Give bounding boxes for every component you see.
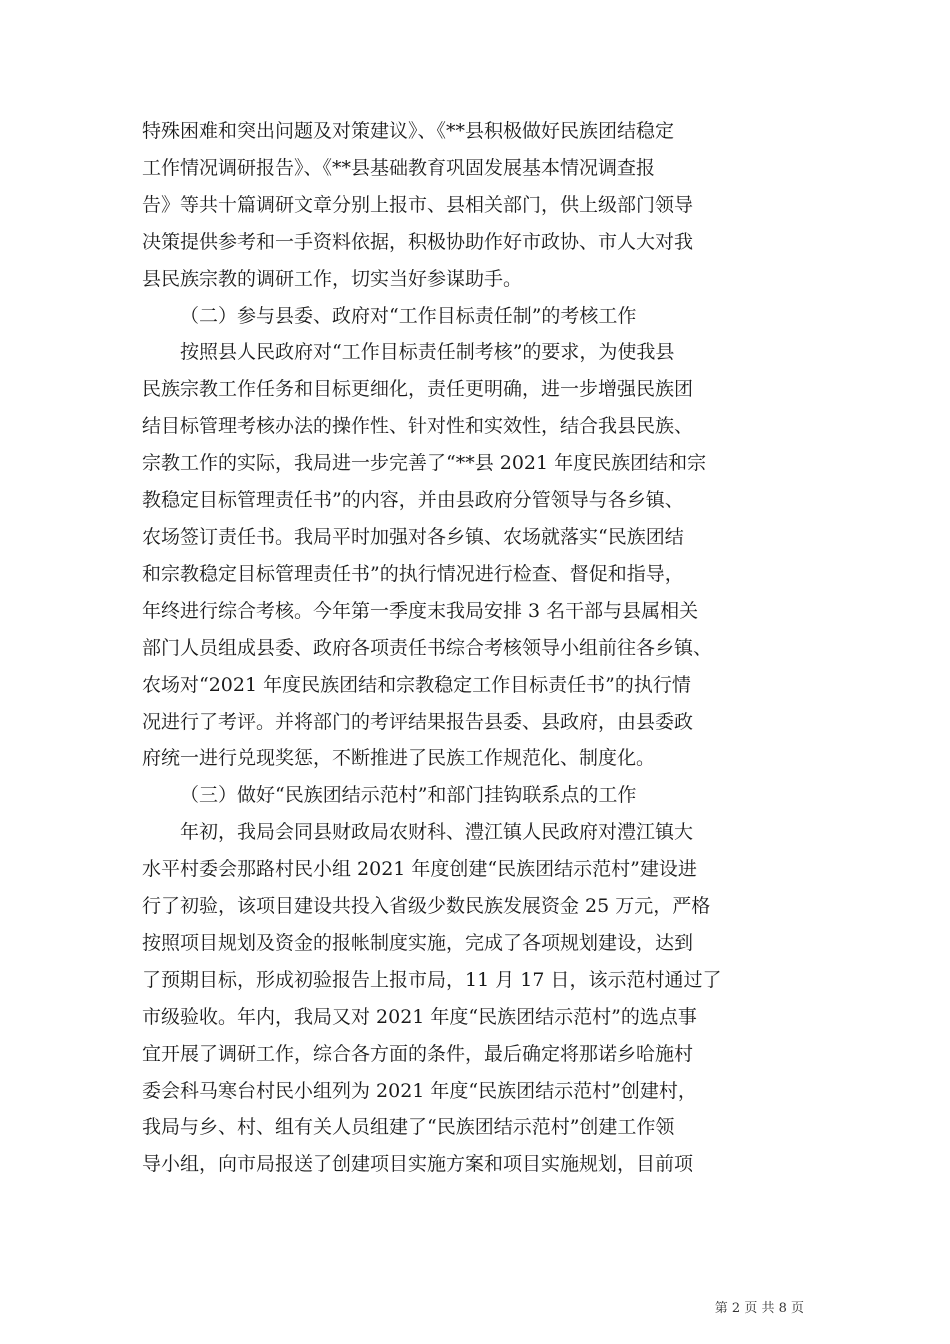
- text-line: 我局与乡、村、组有关人员组建了“民族团结示范村”创建工作领: [142, 1116, 675, 1139]
- text-line: 府统一进行兑现奖惩，不断推进了民族工作规范化、制度化。: [142, 747, 656, 770]
- text-line: 导小组，向市局报送了创建项目实施方案和项目实施规划，目前项: [142, 1153, 694, 1176]
- text-line: 特殊困难和突出问题及对策建议》、《**县积极做好民族团结稳定: [142, 120, 675, 142]
- text-line: 年终进行综合考核。今年第一季度末我局安排 3 名干部与县属相关: [142, 599, 699, 622]
- text-line: 委会科马寒台村民小组列为 2021 年度“民族团结示范村”创建村，: [142, 1079, 697, 1102]
- text-line: 宗教工作的实际，我局进一步完善了“**县 2021 年度民族团结和宗: [142, 452, 707, 475]
- text-line: 县民族宗教的调研工作，切实当好参谋助手。: [142, 267, 523, 290]
- text-line: 决策提供参考和一手资料依据，积极协助作好市政协、市人大对我: [142, 230, 694, 253]
- text-line: 年初，我局会同县财政局农财科、澧江镇人民政府对澧江镇大: [180, 821, 694, 844]
- text-line: 况进行了考评。并将部门的考评结果报告县委、县政府，由县委政: [142, 710, 694, 733]
- page-number: 第 2 页 共 8 页: [714, 1301, 804, 1316]
- text-line: 了预期目标，形成初验报告上报市局，11 月 17 日，该示范村通过了: [142, 968, 722, 991]
- text-line: 工作情况调研报告》、《**县基础教育巩固发展基本情况调查报: [142, 156, 656, 179]
- text-line: 结目标管理考核办法的操作性、针对性和实效性，结合我县民族、: [142, 415, 694, 438]
- text-line: 告》等共十篇调研文章分别上报市、县相关部门，供上级部门领导: [142, 193, 694, 216]
- text-line: 按照项目规划及资金的报帐制度实施，完成了各项规划建设，达到: [142, 931, 694, 954]
- text-line: 和宗教稳定目标管理责任书”的执行情况进行检查、督促和指导，: [142, 562, 684, 585]
- section-heading: （二）参与县委、政府对“工作目标责任制”的考核工作: [180, 304, 637, 327]
- text-line: 行了初验，该项目建设共投入省级少数民族发展资金 25 万元，严格: [142, 895, 711, 918]
- section-heading: （三）做好“民族团结示范村”和部门挂钩联系点的工作: [180, 784, 637, 807]
- text-line: 按照县人民政府对“工作目标责任制考核”的要求，为使我县: [180, 341, 675, 364]
- text-line: 宜开展了调研工作，综合各方面的条件，最后确定将那诺乡哈施村: [142, 1042, 694, 1065]
- text-line: 市级验收。年内，我局又对 2021 年度“民族团结示范村”的选点事: [142, 1005, 697, 1028]
- text-line: 教稳定目标管理责任书”的内容，并由县政府分管领导与各乡镇、: [142, 489, 684, 512]
- text-line: 农场对“2021 年度民族团结和宗教稳定工作目标责任书”的执行情: [142, 673, 691, 696]
- text-line: 水平村委会那路村民小组 2021 年度创建“民族团结示范村”建设进: [142, 858, 697, 881]
- text-line: 民族宗教工作任务和目标更细化，责任更明确，进一步增强民族团: [142, 378, 694, 401]
- text-line: 部门人员组成县委、政府各项责任书综合考核领导小组前往各乡镇、: [142, 636, 713, 659]
- text-line: 农场签订责任书。我局平时加强对各乡镇、农场就落实“民族团结: [142, 525, 684, 548]
- body-text: [142, 113, 808, 1183]
